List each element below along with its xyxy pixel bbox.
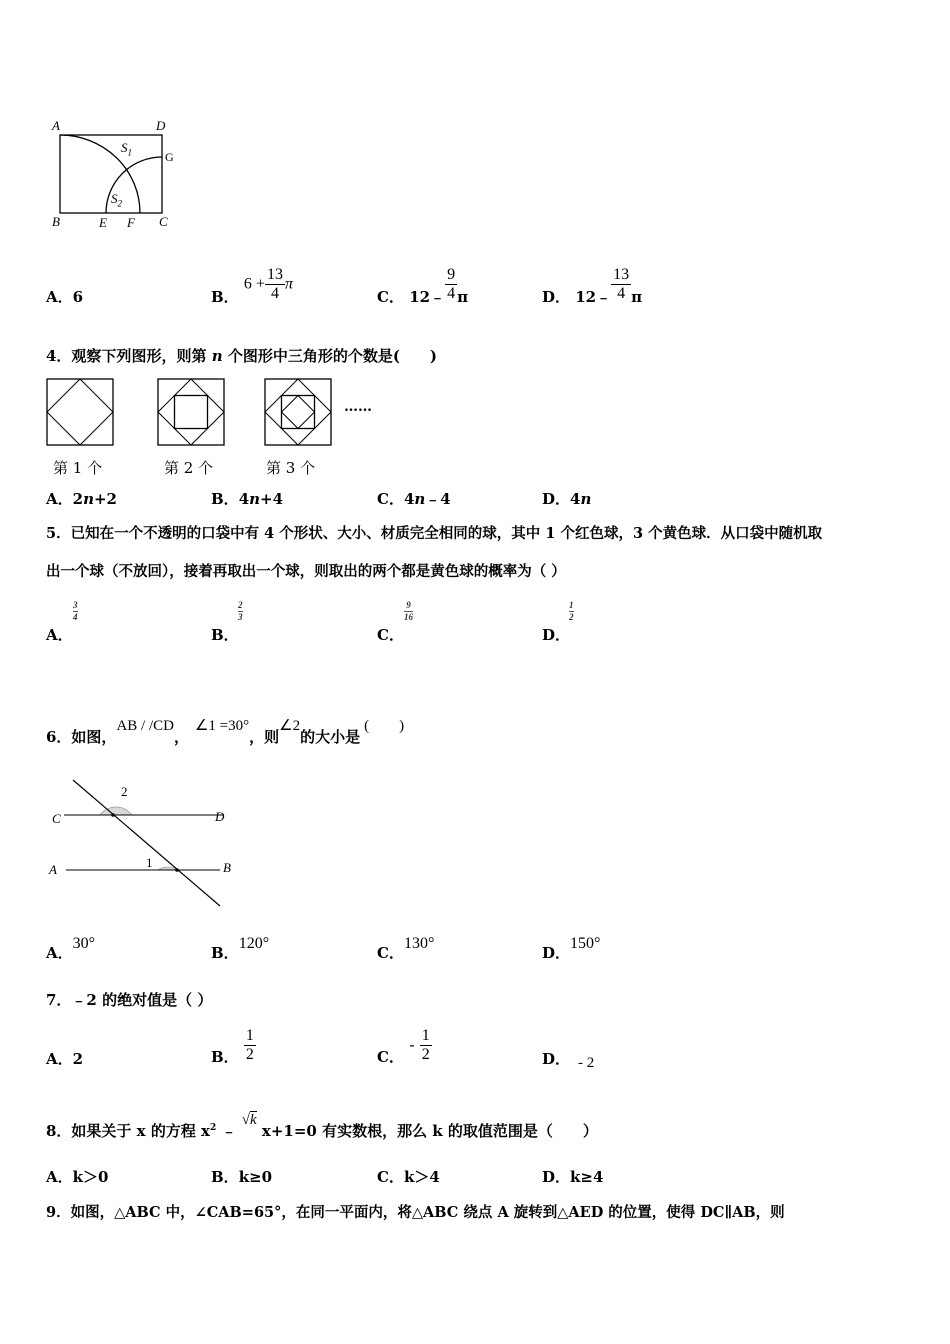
- q9-stem: 9．如图，△ABC 中，∠CAB=65°，在同一平面内，将△ABC 绕点 A 旋转到△AED 的位置，使得 DC∥AB，则: [46, 1204, 785, 1221]
- q6-stem: 6．如图，AB / /CD，∠1 =30°，则∠2的大小是( ): [46, 718, 405, 746]
- q4-option-d[interactable]: D．4n: [542, 490, 592, 508]
- q4-figure-3: [264, 378, 334, 448]
- q6-option-a[interactable]: A．30°: [46, 935, 96, 962]
- q5-option-b[interactable]: $\frac{2}{3}$ B．: [211, 600, 243, 644]
- q4-figure-2: [157, 378, 227, 448]
- q7-option-d[interactable]: D． - 2: [542, 1050, 595, 1071]
- q3-label-s1: $S_1$: [121, 140, 132, 158]
- q3-label-a: A: [52, 118, 60, 133]
- q3-label-s2: $S_2$: [111, 191, 122, 209]
- q6-label-1: 1: [146, 855, 153, 870]
- q3-option-d[interactable]: D． 12﹣ $\frac{13}{4}$ π: [542, 266, 643, 306]
- q3-label-b: B: [52, 214, 60, 229]
- q7-stem: 7．﹣2 的绝对值是（ ）: [46, 991, 213, 1009]
- q5-option-d[interactable]: $\frac{1}{2}$ D．: [542, 600, 574, 644]
- q8-option-a[interactable]: A．k＞0: [46, 1168, 109, 1186]
- q7-option-a[interactable]: A．2: [46, 1050, 84, 1068]
- q4-ellipsis: ……: [344, 399, 372, 415]
- q4-option-c[interactable]: C．4n﹣4: [377, 490, 451, 508]
- q8-option-c[interactable]: C．k＞4: [377, 1168, 440, 1186]
- q5-stem-line2: 出一个球（不放回），接着再取出一个球，则取出的两个都是黄色球的概率为（ ）: [46, 563, 566, 580]
- q5-option-a[interactable]: $\frac{3}{4}$ A．: [46, 600, 78, 644]
- q3-option-a[interactable]: A．6: [46, 288, 84, 306]
- q8-sqrt: √k: [241, 1112, 257, 1128]
- q3-label-d: D: [156, 118, 166, 133]
- q6-label-d: D: [215, 809, 225, 824]
- q6-figure: [46, 776, 236, 908]
- q6-option-d[interactable]: D．150°: [542, 935, 601, 962]
- q8-option-d[interactable]: D．k≥4: [542, 1168, 604, 1186]
- q3-label-g: G: [165, 150, 174, 164]
- q4-caption-1: 第 1 个: [53, 459, 103, 477]
- q5-stem-line1: 5．已知在一个不透明的口袋中有 4 个形状、大小、材质完全相同的球，其中 1 个红色球，3 个黄色球．从口袋中随机取: [46, 525, 823, 542]
- q4-caption-3: 第 3 个: [266, 459, 316, 477]
- q8-option-b[interactable]: B．k≥0: [211, 1168, 273, 1186]
- q6-label-c: C: [52, 811, 61, 826]
- q3-option-b[interactable]: B． 6 + $\frac{13}{4}$ π: [211, 266, 293, 306]
- q6-label-b: B: [223, 860, 231, 875]
- q6-label-2: 2: [121, 784, 128, 799]
- q3-label-c: C: [159, 214, 168, 229]
- q3-option-c[interactable]: C． 12﹣ $\frac{9}{4}$ π: [377, 266, 469, 306]
- q6-label-a: A: [49, 862, 57, 877]
- q7-option-c[interactable]: C． - $\frac{1}{2}$: [377, 1027, 430, 1066]
- q4-figure-1: [46, 378, 116, 448]
- q3-label-f: F: [127, 215, 135, 230]
- q3-label-e: E: [99, 215, 107, 230]
- q6-option-c[interactable]: C．130°: [377, 935, 435, 962]
- q4-caption-2: 第 2 个: [164, 459, 214, 477]
- q6-option-b[interactable]: B．120°: [211, 935, 270, 962]
- q4-option-a[interactable]: A．2n+2: [46, 490, 117, 508]
- q4-option-b[interactable]: B．4n+4: [211, 490, 284, 508]
- q5-option-c[interactable]: $\frac{9}{16}$ C．: [377, 600, 413, 644]
- q8-stem: 8．如果关于 x 的方程 $x^2$ ﹣ √k x+1=0 有实数根，那么 k 的取值范围是（ ）: [46, 1112, 598, 1140]
- q4-stem: 4．观察下列图形，则第 n 个图形中三角形的个数是( ): [46, 347, 438, 365]
- q7-option-b[interactable]: B． $\frac{1}{2}$: [211, 1027, 254, 1066]
